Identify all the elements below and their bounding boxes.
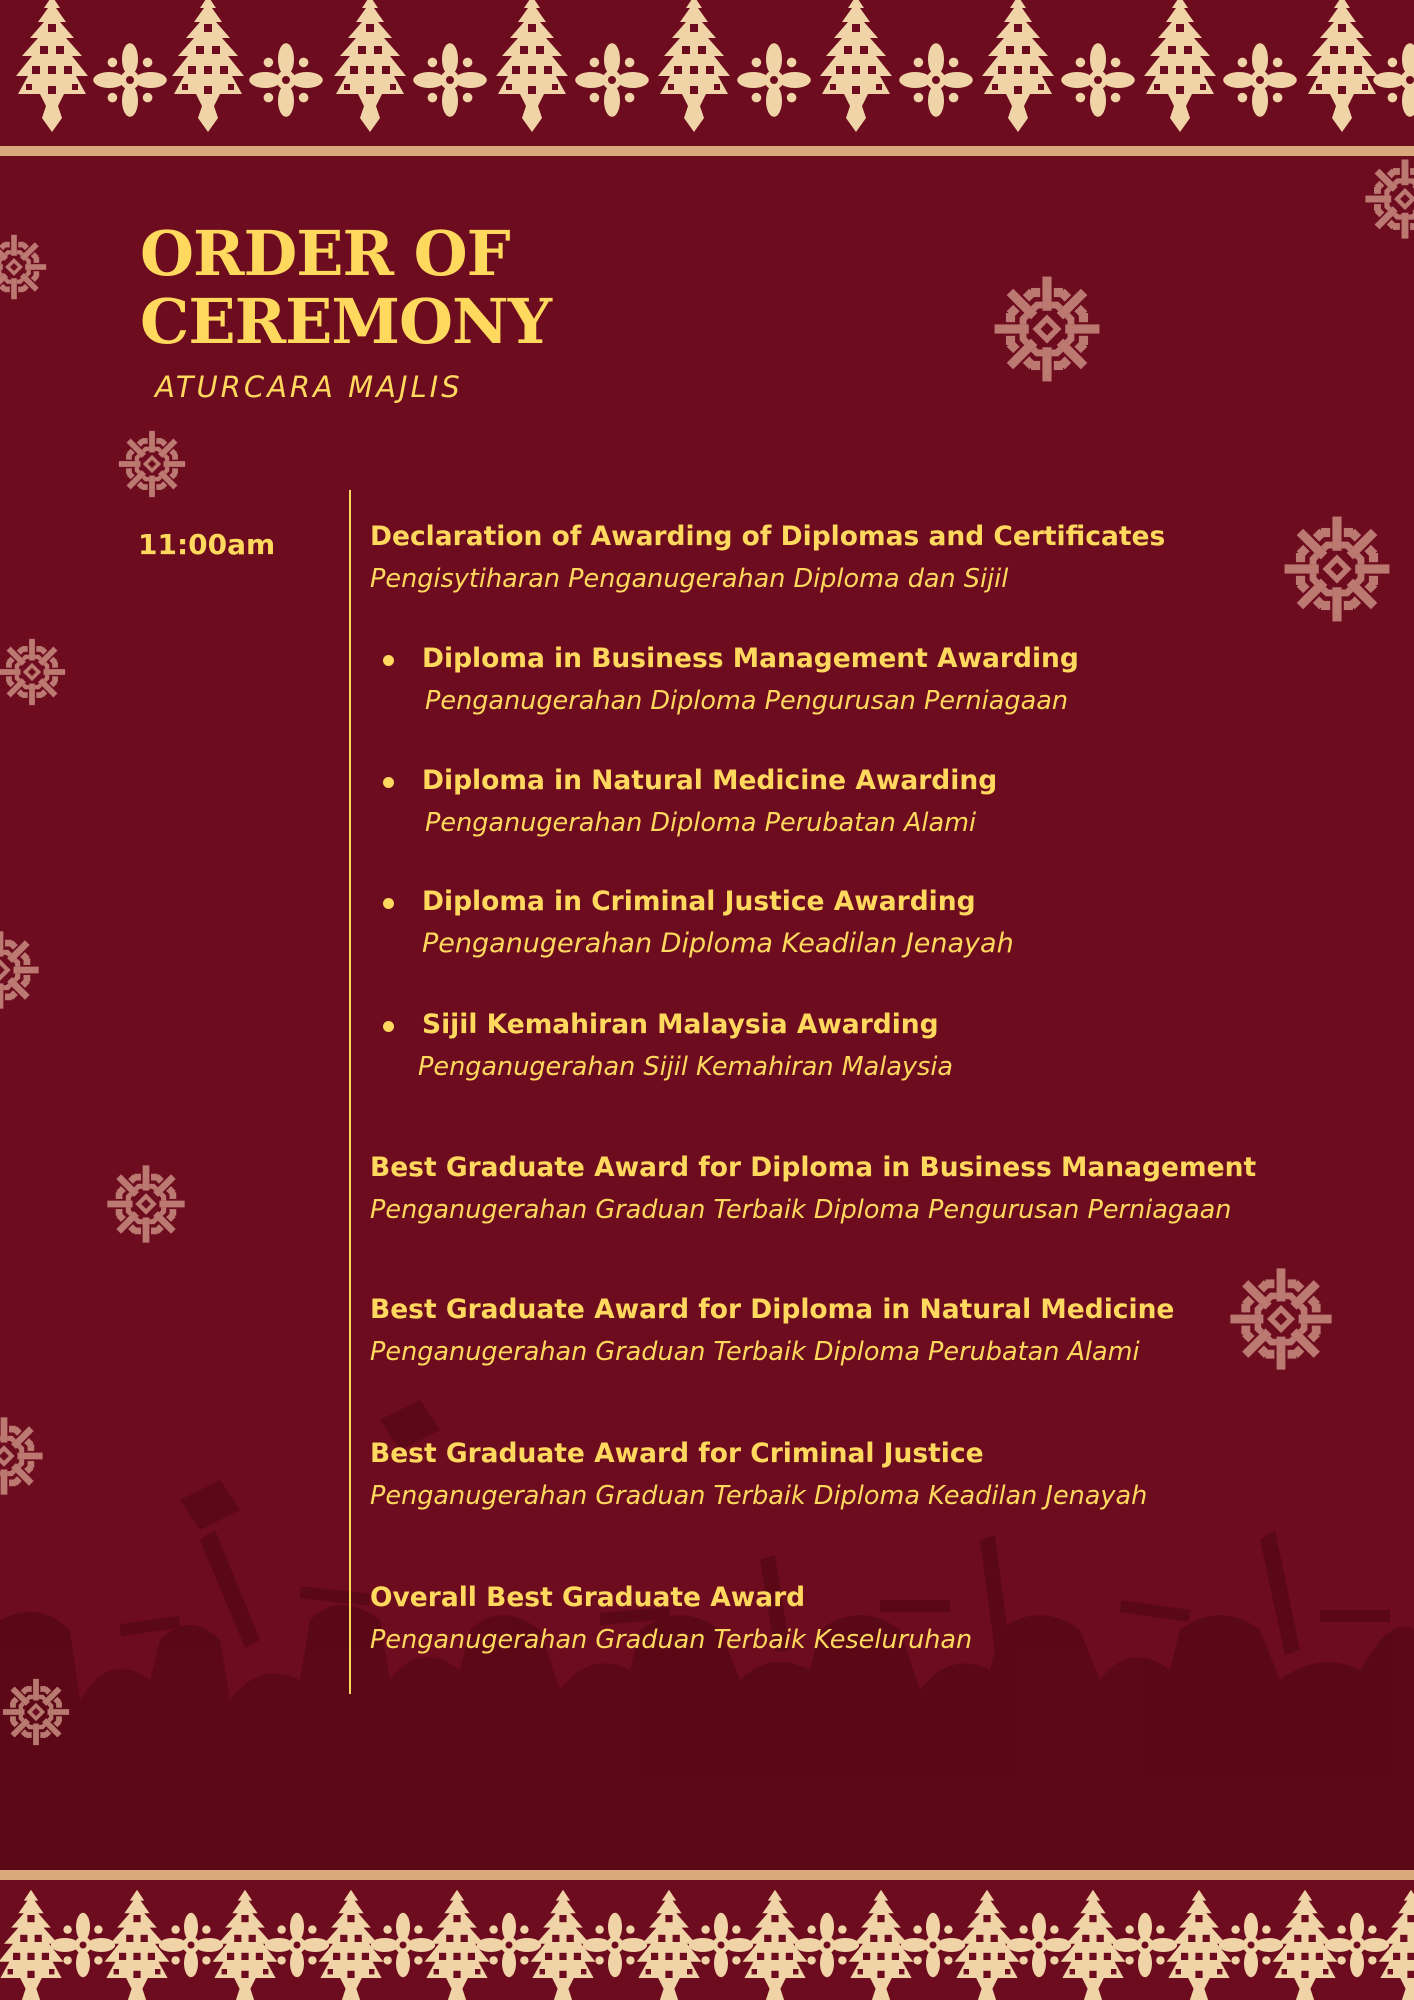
snowflake-ornament-icon (1280, 512, 1394, 626)
bullet-dot-icon (383, 777, 394, 788)
item-translation: Penganugerahan Graduan Terbaik Diploma Keadilan Jenayah (370, 1481, 1148, 1511)
bullet-dot-icon (383, 655, 394, 666)
snowflake-ornament-icon (0, 232, 64, 302)
item-translation: Penganugerahan Graduan Terbaik Keseluruhan (370, 1625, 973, 1655)
list-item (383, 764, 997, 840)
item-translation: Penganugerahan Diploma Keadilan Jenayah (422, 928, 1014, 959)
page-title (140, 217, 551, 358)
page-subtitle: ATURCARA MAJLIS (155, 370, 463, 404)
item-title: Diploma in Business Management Awarding (422, 643, 1079, 674)
title-line-1: ORDER OF (140, 217, 510, 290)
snowflake-ornament-icon (0, 1676, 72, 1748)
award-item (370, 1581, 972, 1657)
item-title: Declaration of Awarding of Diplomas and Certificates (370, 521, 1166, 552)
snowflake-ornament-icon (116, 428, 188, 500)
item-title: Diploma in Criminal Justice Awarding (422, 886, 976, 917)
snowflake-ornament-icon (0, 1414, 46, 1498)
top-border (0, 0, 1414, 150)
bullet-dot-icon (383, 1021, 394, 1032)
item-translation: Penganugerahan Graduan Terbaik Diploma Perubatan Alami (370, 1337, 1140, 1367)
snowflake-ornament-icon (990, 272, 1104, 386)
item-translation: Penganugerahan Diploma Perubatan Alami (425, 808, 977, 838)
list-item (383, 642, 1079, 718)
snowflake-ornament-icon (104, 1162, 188, 1246)
top-border-rule (0, 146, 1414, 156)
item-title: Overall Best Graduate Award (370, 1582, 806, 1613)
timeline-divider (349, 490, 351, 1694)
snowflake-ornament-icon (0, 928, 42, 1012)
item-title: Best Graduate Award for Diploma in Business Management (370, 1152, 1257, 1183)
award-item (370, 1151, 1256, 1227)
bottom-border (0, 1870, 1414, 2000)
item-translation: Penganugerahan Diploma Pengurusan Perniagaan (425, 686, 1068, 716)
list-item (383, 1008, 953, 1084)
item-translation: Pengisytiharan Penganugerahan Diploma dan Sijil (370, 564, 1009, 594)
item-title: Best Graduate Award for Criminal Justice (370, 1438, 984, 1469)
snowflake-ornament-icon (0, 636, 70, 708)
award-item (370, 1437, 1147, 1513)
snowflake-ornament-icon (1226, 1264, 1336, 1374)
songket-motif-icon (0, 0, 1414, 150)
award-item (370, 1293, 1174, 1369)
item-translation: Penganugerahan Sijil Kemahiran Malaysia (418, 1052, 954, 1082)
schedule-time: 11:00am (138, 528, 276, 561)
item-translation: Penganugerahan Graduan Terbaik Diploma Pengurusan Perniagaan (370, 1195, 1232, 1225)
item-title: Diploma in Natural Medicine Awarding (422, 765, 998, 796)
title-line-2: CEREMONY (140, 285, 551, 358)
bullet-dot-icon (383, 898, 394, 909)
snowflake-ornament-icon (1362, 156, 1414, 242)
list-item (383, 885, 1014, 961)
item-title: Sijil Kemahiran Malaysia Awarding (422, 1009, 939, 1040)
songket-motif-icon (0, 1870, 1414, 2000)
item-title: Best Graduate Award for Diploma in Natural Medicine (370, 1294, 1175, 1325)
schedule-main-item (370, 520, 1165, 596)
